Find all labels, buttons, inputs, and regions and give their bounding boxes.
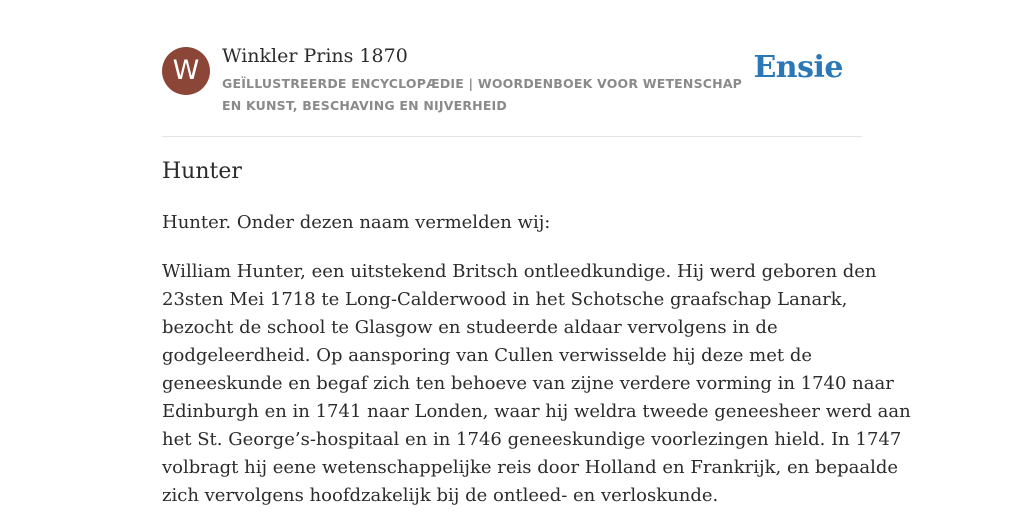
- paragraph-line: godgeleerdheid. Op aansporing van Cullen verwisselde hij deze met de: [162, 345, 813, 366]
- source-header: [162, 0, 862, 137]
- article-paragraph: [162, 258, 911, 510]
- page: [162, 0, 911, 506]
- paragraph-line: geneeskunde en begaf zich ten behoeve van zijne verdere vorming in 1740 naar: [162, 373, 894, 394]
- paragraph-line: Edinburgh en in 1741 naar Londen, waar hij weldra tweede geneesheer werd aan: [162, 401, 911, 422]
- paragraph-line: William Hunter, een uitstekend Britsch ontleedkundige. Hij werd geboren den: [162, 261, 877, 282]
- paragraph-line: 23sten Mei 1718 te Long-Calderwood in het Schotsche graafschap Lanark,: [162, 289, 848, 310]
- article-intro: Hunter. Onder dezen naam vermelden wij:: [162, 212, 551, 233]
- paragraph-line: het St. George’s-hospitaal en in 1746 geneeskundige voorlezingen hield. In 1747: [162, 429, 902, 450]
- paragraph-line: zich vervolgens hoofdzakelijk bij de ontleed- en verloskunde.: [162, 485, 719, 506]
- ensie-logo[interactable]: Ensie: [753, 50, 843, 85]
- paragraph-line: bezocht de school te Glasgow en studeerde aldaar vervolgens in de: [162, 317, 778, 338]
- paragraph-line: volbragt hij eene wetenschappelijke reis door Holland en Frankrijk, en bepaalde: [162, 457, 899, 478]
- source-avatar[interactable]: W: [162, 47, 210, 95]
- source-title[interactable]: Winkler Prins 1870: [222, 45, 408, 67]
- source-subtitle: GEÏLLUSTREERDE ENCYCLOPÆDIE | WOORDENBOEK VOOR WETENSCHAP EN KUNST, BESCHAVING EN NIJVERHEID: [222, 76, 743, 113]
- article-title: Hunter: [162, 159, 242, 184]
